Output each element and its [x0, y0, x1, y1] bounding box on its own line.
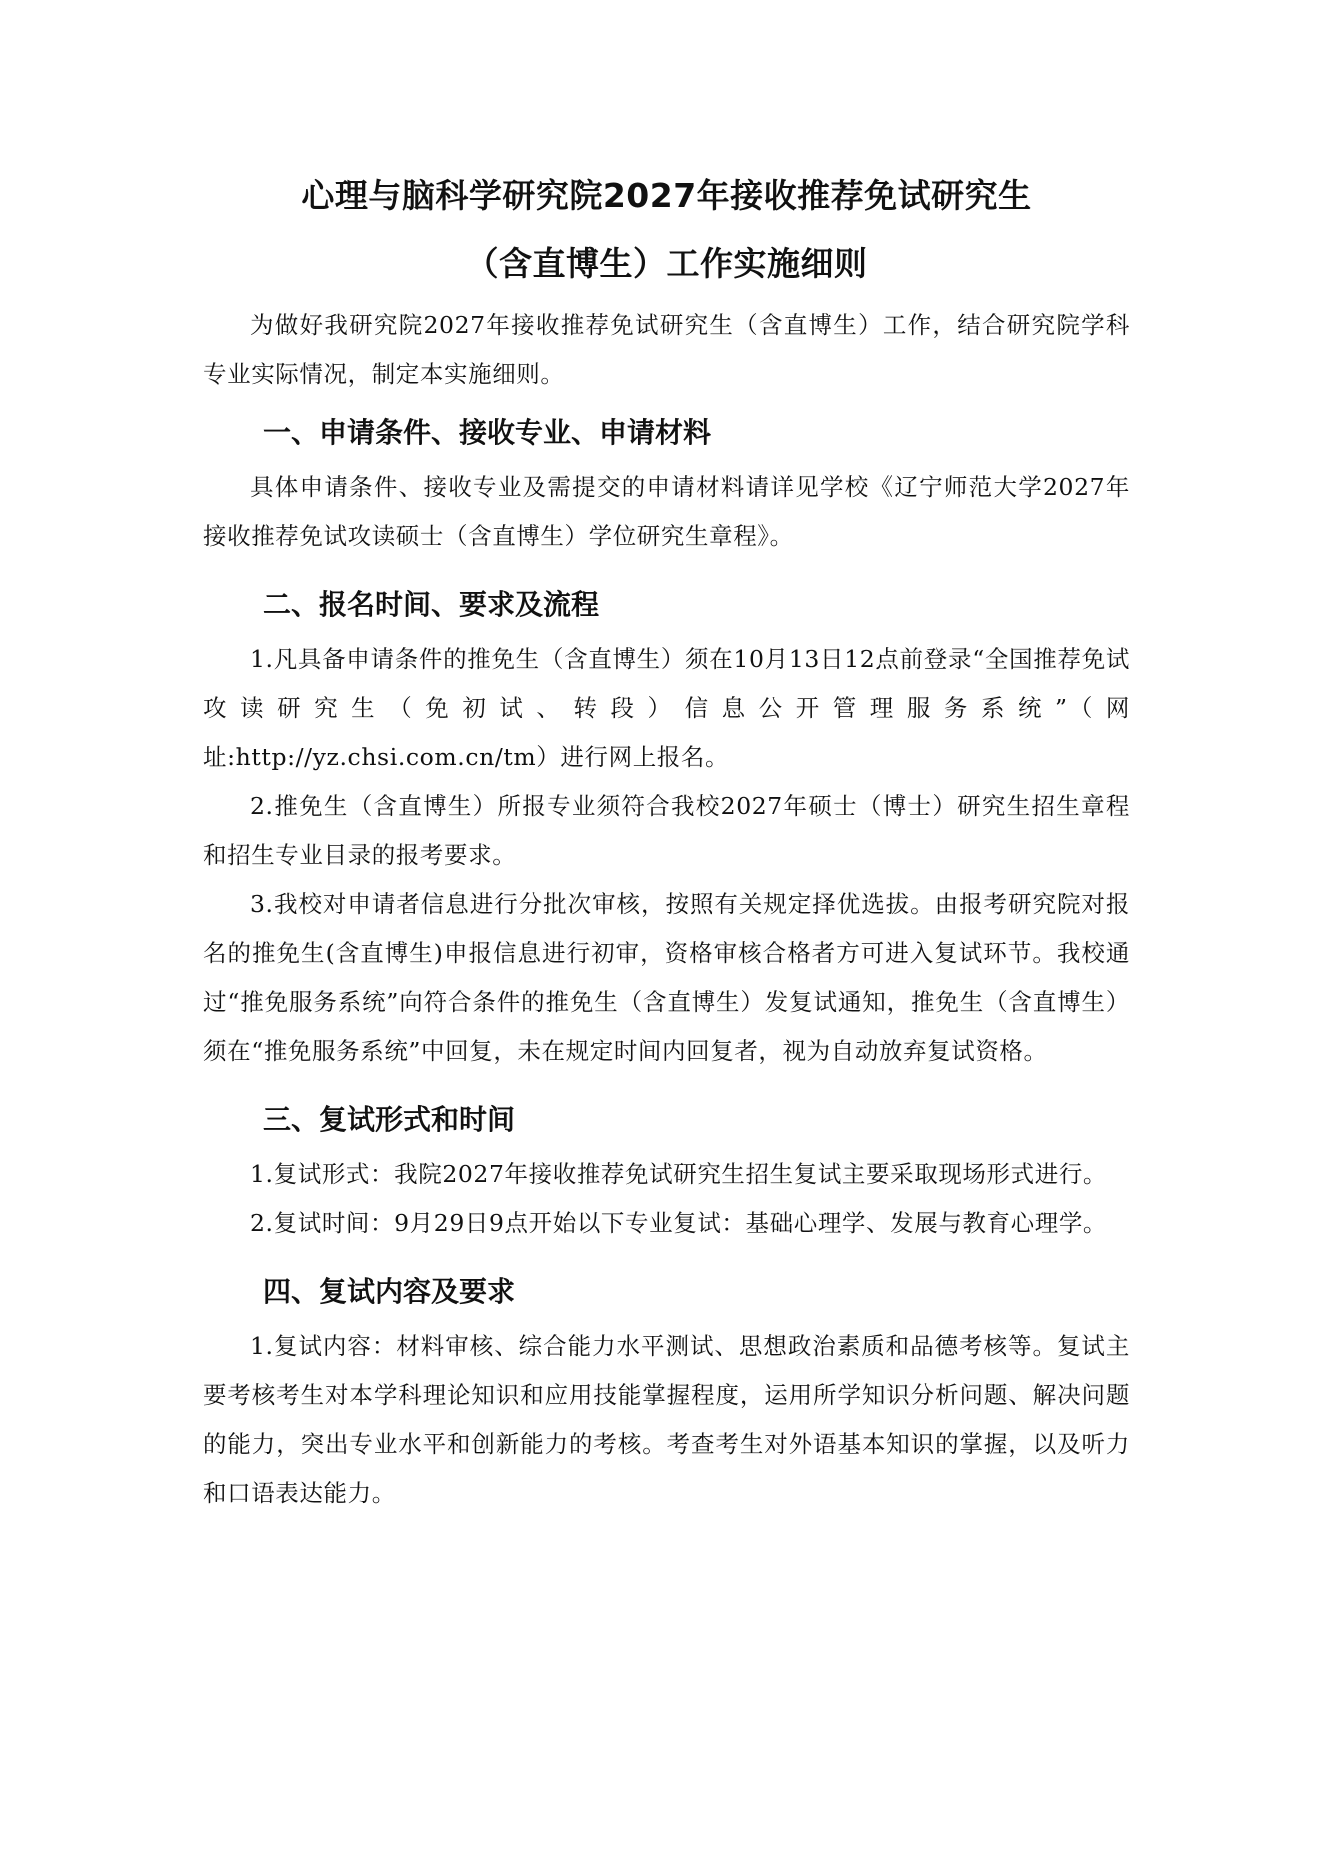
document-title-line2: （含直博生）工作实施细则 [465, 244, 868, 283]
section-4-heading: 四、复试内容及要求 [263, 1275, 516, 1308]
section-3-paragraph-1: 1.复试形式：我院2027年接收推荐免试研究生招生复试主要采取现场形式进行。 [250, 1160, 1108, 1188]
section-1-heading: 一、申请条件、接收专业、申请材料 [263, 416, 712, 449]
section-3-paragraph-2: 2.复试时间：9月29日9点开始以下专业复试：基础心理学、发展与教育心理学。 [250, 1209, 1108, 1237]
document-title-line1: 心理与脑科学研究院2027年接收推荐免试研究生 [301, 176, 1032, 215]
section-2-heading: 二、报名时间、要求及流程 [263, 588, 600, 621]
section-3-heading: 三、复试形式和时间 [263, 1103, 516, 1136]
section-2-paragraph-2: 2.推免生（含直博生）所报专业须符合我校2027年硕士（博士）研究生招生章程和招生专业目录的报考要求。 [203, 792, 1130, 869]
section-4-paragraph-1: 1.复试内容：材料审核、综合能力水平测试、思想政治素质和品德考核等。复试主要考核考生对本学科理论知识和应用技能掌握程度，运用所学知识分析问题、解决问题的能力，突出专业水平和创新能力的考核。考查考生对外语基本知识的掌握，以及听力和口语表达能力。 [203, 1332, 1130, 1507]
section-2-paragraph-3: 3.我校对申请者信息进行分批次审核，按照有关规定择优选拔。由报考研究院对报名的推免生(含直博生)申报信息进行初审，资格审核合格者方可进入复试环节。我校通过“推免服务系统”向符合条件的推免生（含直博生）发复试通知，推免生（含直博生）须在“推免服务系统”中回复，未在规定时间内回复者，视为自动放弃复试资格。 [203, 890, 1130, 1065]
document-content [203, 165, 1130, 1518]
section-1-paragraph-1: 具体申请条件、接收专业及需提交的申请材料请详见学校《辽宁师范大学2027年接收推荐免试攻读硕士（含直博生）学位研究生章程》。 [203, 473, 1130, 550]
intro-paragraph: 为做好我研究院2027年接收推荐免试研究生（含直博生）工作，结合研究院学科专业实际情况，制定本实施细则。 [203, 311, 1130, 388]
section-2-paragraph-1: 1.凡具备申请条件的推免生（含直博生）须在10月13日12点前登录“全国推荐免试攻读研究生（免初试、转段）信息公开管理服务系统”（网址:http://yz.chsi.com.cn/tm）进行网上报名。 [203, 645, 1130, 771]
